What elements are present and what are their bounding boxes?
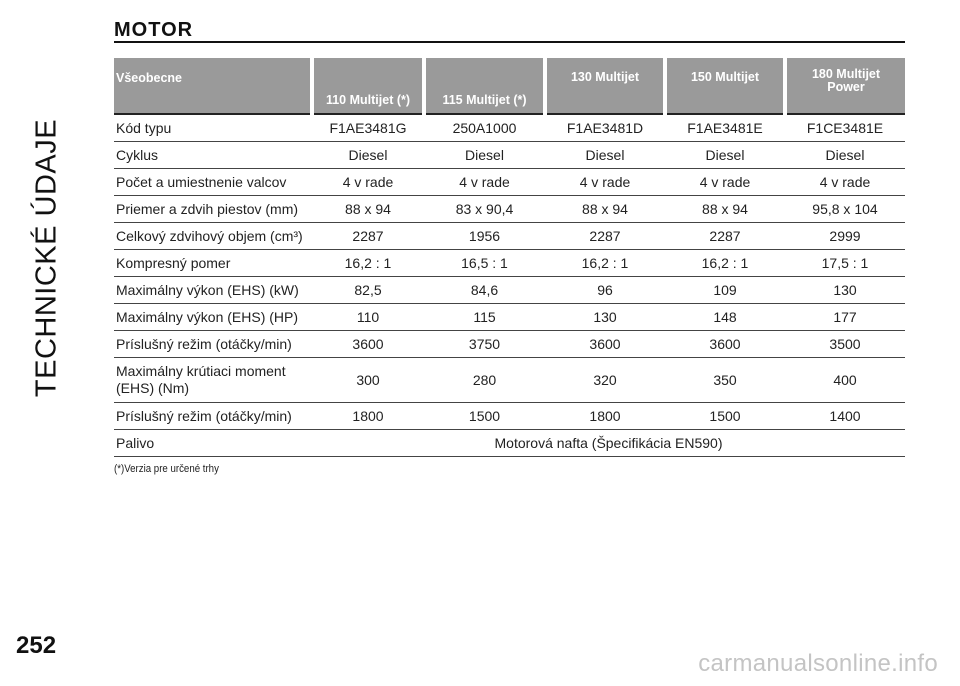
cell: 16,2 : 1 (312, 250, 424, 277)
cell: 2287 (312, 223, 424, 250)
header-150-multijet: 150 Multijet (665, 58, 785, 114)
table-row-fuel (114, 430, 905, 457)
row-label: Príslušný režim (otáčky/min) (114, 331, 312, 358)
row-label: Cyklus (114, 142, 312, 169)
cell: 16,2 : 1 (665, 250, 785, 277)
cell: 3600 (312, 331, 424, 358)
fuel-value: Motorová nafta (Špecifikácia EN590) (312, 430, 905, 457)
cell: 88 x 94 (545, 196, 665, 223)
row-label: Palivo (114, 430, 312, 457)
cell: 400 (785, 358, 905, 403)
cell: 82,5 (312, 277, 424, 304)
cell: 109 (665, 277, 785, 304)
cell: 250A1000 (424, 114, 545, 142)
cell: 17,5 : 1 (785, 250, 905, 277)
row-label: Priemer a zdvih piestov (mm) (114, 196, 312, 223)
header-180-line2: Power (827, 80, 865, 94)
row-label: Maximálny výkon (EHS) (HP) (114, 304, 312, 331)
cell: Diesel (665, 142, 785, 169)
cell: 4 v rade (785, 169, 905, 196)
header-130-multijet: 130 Multijet (545, 58, 665, 114)
table-row (114, 358, 905, 403)
cell: 16,5 : 1 (424, 250, 545, 277)
row-label: Príslušný režim (otáčky/min) (114, 403, 312, 430)
cell: F1AE3481G (312, 114, 424, 142)
header-110-multijet: 110 Multijet (*) (312, 58, 424, 114)
cell: 4 v rade (545, 169, 665, 196)
cell: 83 x 90,4 (424, 196, 545, 223)
row-label: Kód typu (114, 114, 312, 142)
footnote: (*)Verzia pre určené trhy (114, 463, 219, 475)
cell: F1AE3481D (545, 114, 665, 142)
cell: 1400 (785, 403, 905, 430)
cell: 1500 (424, 403, 545, 430)
cell: 115 (424, 304, 545, 331)
cell: 3600 (545, 331, 665, 358)
cell: 320 (545, 358, 665, 403)
cell: F1AE3481E (665, 114, 785, 142)
row-label: Celkový zdvihový objem (cm³) (114, 223, 312, 250)
header-115-multijet: 115 Multijet (*) (424, 58, 545, 114)
row-label: Počet a umiestnenie valcov (114, 169, 312, 196)
table-row (114, 114, 905, 142)
page-number: 252 (16, 632, 57, 659)
cell: Diesel (545, 142, 665, 169)
cell: 3600 (665, 331, 785, 358)
cell: 88 x 94 (665, 196, 785, 223)
cell: 2999 (785, 223, 905, 250)
cell: 130 (545, 304, 665, 331)
cell: 280 (424, 358, 545, 403)
cell: 16,2 : 1 (545, 250, 665, 277)
watermark: carmanualsonline.info (698, 650, 938, 677)
cell: Diesel (312, 142, 424, 169)
table-row (114, 196, 905, 223)
section-side-title: TECHNICKÉ ÚDAJE (30, 118, 63, 398)
header-180-multijet-power (785, 58, 905, 114)
cell: 2287 (545, 223, 665, 250)
cell: 350 (665, 358, 785, 403)
cell: 110 (312, 304, 424, 331)
cell: 130 (785, 277, 905, 304)
cell: 148 (665, 304, 785, 331)
engine-spec-table (114, 58, 905, 457)
table-header-row (114, 58, 905, 114)
cell: 2287 (665, 223, 785, 250)
cell: 1800 (312, 403, 424, 430)
table-row (114, 331, 905, 358)
header-180-line1: 180 Multijet (811, 67, 881, 81)
cell: 1500 (665, 403, 785, 430)
row-label: Maximálny výkon (EHS) (kW) (114, 277, 312, 304)
cell: 96 (545, 277, 665, 304)
cell: 88 x 94 (312, 196, 424, 223)
table-row (114, 277, 905, 304)
section-title: MOTOR (114, 19, 194, 41)
cell: F1CE3481E (785, 114, 905, 142)
cell: 3750 (424, 331, 545, 358)
cell: 4 v rade (665, 169, 785, 196)
cell: 4 v rade (424, 169, 545, 196)
cell: 3500 (785, 331, 905, 358)
header-general: Všeobecne (114, 58, 312, 114)
cell: Diesel (785, 142, 905, 169)
cell: Diesel (424, 142, 545, 169)
table-row (114, 304, 905, 331)
cell: 4 v rade (312, 169, 424, 196)
table-row (114, 250, 905, 277)
cell: 1956 (424, 223, 545, 250)
cell: 95,8 x 104 (785, 196, 905, 223)
row-label: Maximálny krútiaci moment (EHS) (Nm) (114, 358, 312, 403)
row-label: Kompresný pomer (114, 250, 312, 277)
table-row (114, 142, 905, 169)
table-row (114, 223, 905, 250)
title-rule (114, 41, 905, 43)
cell: 84,6 (424, 277, 545, 304)
cell: 300 (312, 358, 424, 403)
cell: 1800 (545, 403, 665, 430)
cell: 177 (785, 304, 905, 331)
table-row (114, 169, 905, 196)
table-row (114, 403, 905, 430)
